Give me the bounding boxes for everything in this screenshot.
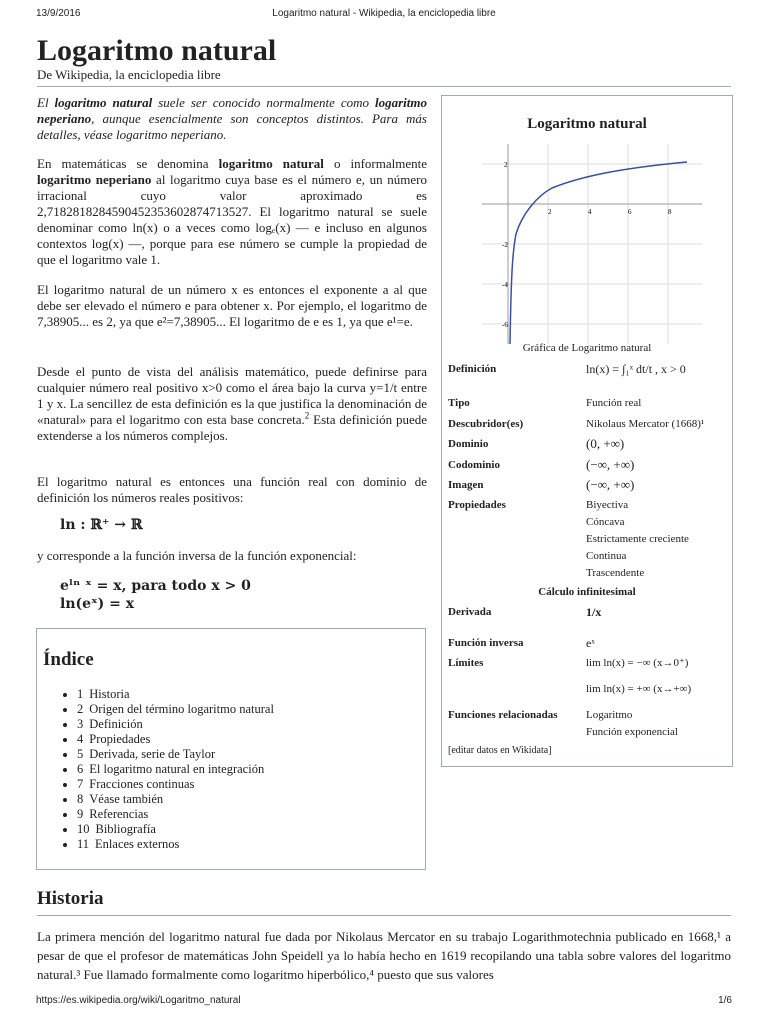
paragraph-exponent: El logaritmo natural de un número x es entonces el exponente a al que debe ser elevado el número e para obtener x. Por ejemplo, el logaritmo de 7,38905... es 2, ya que e²=7,38905... El logaritmo de e es 1, ya que e¹=e. xyxy=(37,282,427,329)
toc-item[interactable]: • 3 Definición xyxy=(77,717,274,732)
tick-y-2: 2 xyxy=(504,161,508,169)
log-curve xyxy=(510,162,687,344)
hatnote-term-1[interactable]: logaritmo natural xyxy=(54,95,153,110)
log-graph xyxy=(482,144,702,344)
toc-item[interactable]: • 11 Enlaces externos xyxy=(77,837,274,852)
toc-item[interactable]: • 6 El logaritmo natural en integración xyxy=(77,762,274,777)
paragraph-analysis: Desde el punto de vista del análisis matemático, puede definirse para cualquier número real positivo x>0 como el área bajo la curva y=1/t entre 1 y x. La sencillez de esta definición es la que justifica la denominación de «natural» para el logaritmo con esta base concreta.$^2$ Esta definición puede extenderse a los números complejos. xyxy=(37,364,427,443)
section-heading-historia: Historia xyxy=(37,888,104,909)
graph-caption: Gráfica de Logaritmo natural xyxy=(522,342,652,354)
ref-link[interactable]: 2 xyxy=(304,410,310,421)
paragraph-domain: El logaritmo natural es entonces una función real con dominio de definición los números reales positivos: xyxy=(37,474,427,505)
tick-x-8: 8 xyxy=(668,208,672,216)
tick-y-m6: -6 xyxy=(502,321,508,329)
toc-item[interactable]: • 4 Propiedades xyxy=(77,732,274,747)
toc-item[interactable]: • 1 Historia xyxy=(77,687,274,702)
toc-item[interactable]: • 10 Bibliografía xyxy=(77,822,274,837)
toc-heading: Índice xyxy=(43,649,94,670)
tick-x-4: 4 xyxy=(588,208,592,216)
toc-item[interactable]: • 5 Derivada, serie de Taylor xyxy=(77,747,274,762)
edit-wikidata-link[interactable]: [editar datos en Wikidata] xyxy=(448,745,552,756)
toc-item[interactable]: • 7 Fracciones continuas xyxy=(77,777,274,792)
page-title: Logaritmo natural xyxy=(37,34,277,67)
historia-paragraph: La primera mención del logaritmo natural fue dada por Nikolaus Mercator en su trabajo Logarithmotechnia publicado en 1668,¹ a pesar de que el profesor de matemáticas John Speidell ya lo había hecho en 1619 recopilando una tabla sobre valores del logaritmo natural.³ Fue llamado formalmente como logaritmo hiperbólico,⁴ puesto que sus valores xyxy=(37,929,731,982)
infobox: Logaritmo natural 2 4 6 8 2 -2 -4 -6 Gráfica de Logaritmo natural Definición ln(x) = ∫₁ˣ dt/t , x > 0 Tipo Función real Descubridor(es) Nikolaus Mercator (1668)¹ Dominio (0, +∞) Codominio (−∞, +∞) Imagen (−∞, +∞) Propiedades Biyectiva Cóncava Estrictamente creciente Continua Trascendente Cálculo infinitesimal Derivada 1/x Función inversa eˣ Límites lim ln(x) = −∞ (x→0⁺) lim ln(x) = +∞ (x→+∞) Funciones relacionadas Logaritmo Función exponencial [editar datos en Wikidata] xyxy=(441,95,733,767)
tick-x-6: 6 xyxy=(628,208,632,216)
table-of-contents xyxy=(36,628,426,870)
toc-item[interactable]: • 2 Origen del término logaritmo natural xyxy=(77,702,274,717)
toc-item[interactable]: • 8 Véase también xyxy=(77,792,274,807)
formula-mapping: ln : ℝ⁺ → ℝ xyxy=(60,517,143,533)
page-subtitle: De Wikipedia, la enciclopedia libre xyxy=(37,67,221,82)
tick-y-m2: -2 xyxy=(502,241,508,249)
print-date: 13/9/2016 xyxy=(36,8,81,19)
tick-y-m4: -4 xyxy=(502,281,508,289)
section-divider xyxy=(37,915,731,916)
title-divider xyxy=(37,86,731,87)
tick-x-2: 2 xyxy=(548,208,552,216)
hatnote-term-2[interactable]: logaritmo neperiano xyxy=(37,95,428,126)
infobox-section-calculus: Cálculo infinitesimal xyxy=(538,586,636,598)
formula-ln-exp: ln(eˣ) = x xyxy=(60,596,135,612)
infobox-title: Logaritmo natural xyxy=(527,116,647,132)
print-url: https://es.wikipedia.org/wiki/Logaritmo_natural xyxy=(36,995,241,1006)
paragraph-inverse: y corresponde a la función inversa de la función exponencial: xyxy=(37,548,357,563)
formula-exp-ln: eˡⁿ ˣ = x, para todo x > 0 xyxy=(60,578,251,594)
toc-item[interactable]: • 9 Referencias xyxy=(77,807,274,822)
print-title: Logaritmo natural - Wikipedia, la enciclopedia libre xyxy=(272,8,496,19)
intro-paragraph: En matemáticas se denomina logaritmo natural o informalmente logaritmo neperiano al logaritmo cuya base es el número e, un número irracional cuyo valor aproximado es 2,7182818284590452353602874713527. El logaritmo natural se suele denominar como ln(x) o a veces como logₑ(x) — e incluso en algunos contextos log(x) —, porque para ese número se cumple la propiedad de que el logaritmo vale 1. xyxy=(37,156,427,267)
hatnote: El logaritmo natural suele ser conocido normalmente como logaritmo neperiano, aunque esencialmente son conceptos distintos. Para más detalles, véase logaritmo neperiano. xyxy=(37,95,428,142)
print-page-number: 1/6 xyxy=(718,995,732,1006)
